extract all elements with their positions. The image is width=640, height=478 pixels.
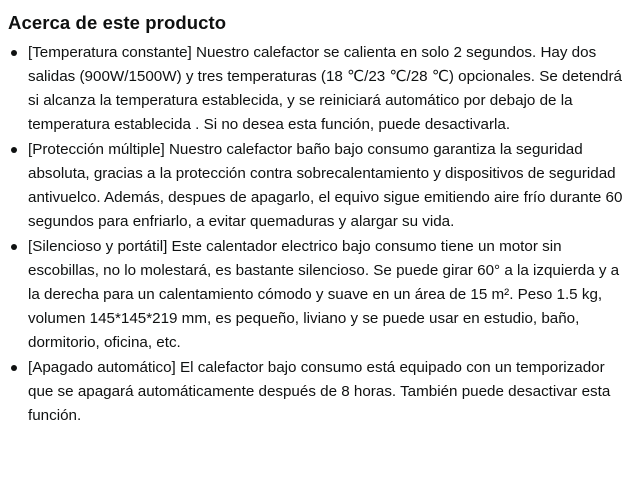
feature-bullet-item [8,235,630,355]
section-title: Acerca de este producto [8,12,227,33]
feature-bullet-text: [Temperatura constante] Nuestro calefactor se calienta en solo 2 segundos. Hay dos salidas (900W/1500W) y tres temperaturas (18 ℃/23 ℃/28 ℃) opcionales. Se detendrá si alcanza la temperatura establecida, y se reiniciará automático por debajo de la temperatura establecida . Si no desea esta función, puede desactivarla. [28,44,622,133]
bullet-dot-icon [11,50,17,56]
feature-bullet-item [8,356,630,428]
bullet-dot-icon [11,244,17,250]
bullet-dot-icon [11,147,17,153]
feature-bullet-item [8,41,630,137]
feature-bullet-item [8,138,630,234]
feature-bullet-text: [Protección múltiple] Nuestro calefactor baño bajo consumo garantiza la seguridad absoluta, gracias a la protección contra sobrecalentamiento y dispositivos de seguridad antivuelco. Además, despues de apagarlo, el equivo sigue emitiendo aire frío durante 60 segundos para enfriarlo, a evitar quemaduras y alargar su vida. [28,141,623,230]
feature-bullet-text: [Apagado automático] El calefactor bajo consumo está equipado con un temporizador que se apagará automáticamente después de 8 horas. También puede desactivar esta función. [28,359,611,424]
feature-bullet-list [8,41,630,428]
feature-bullet-text: [Silencioso y portátil] Este calentador electrico bajo consumo tiene un motor sin escobillas, no lo molestará, es bastante silencioso. Se puede girar 60° a la izquierda y a la derecha para un calentamiento cómodo y suave en un área de 15 m². Peso 1.5 kg, volumen 145*145*219 mm, es pequeño, liviano y se puede usar en estudio, baño, dormitorio, oficina, etc. [28,238,620,351]
bullet-dot-icon [11,365,17,371]
